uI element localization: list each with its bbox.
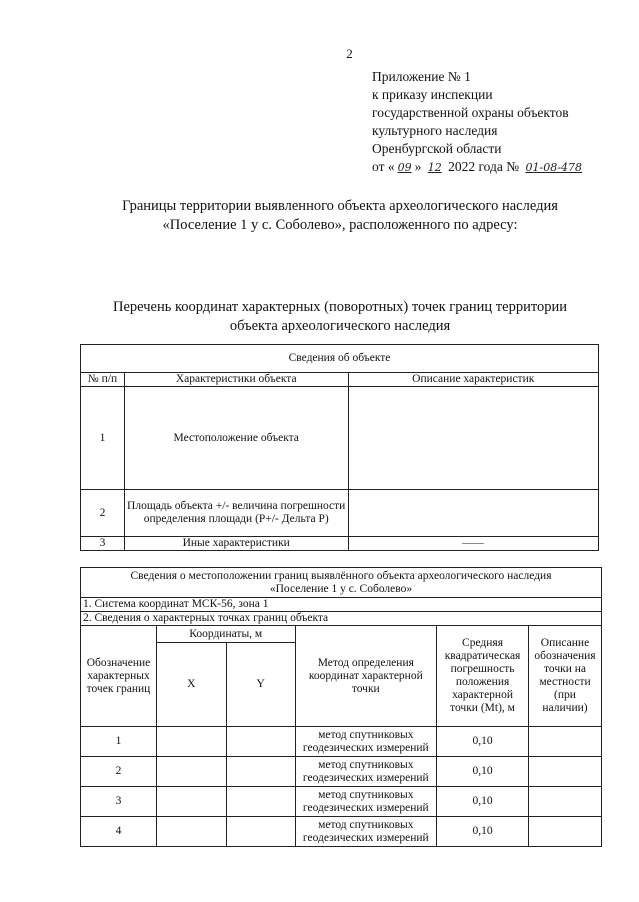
row-characteristic: Площадь объекта +/- величина погрешности определения площади (Р+/- Дельта Р) <box>124 490 348 537</box>
date-month: 12 <box>427 161 442 174</box>
y-coordinate <box>226 787 295 817</box>
row-number: 2 <box>81 490 125 537</box>
dash-mark <box>462 543 484 544</box>
point-number: 1 <box>81 727 157 757</box>
appendix-line: к приказу инспекции <box>372 87 493 102</box>
column-header: Метод определения координат характерной точки <box>295 626 437 727</box>
error-value: 0,10 <box>437 817 529 847</box>
method: метод спутниковых геодезических измерений <box>295 727 437 757</box>
title-line: Перечень координат характерных (поворотных) точек границ территории <box>112 299 568 315</box>
column-header: Y <box>226 643 295 727</box>
header-line: Сведения о местоположении границ выявлённого объекта археологического наследия <box>130 569 552 582</box>
y-coordinate <box>226 817 295 847</box>
header-line: «Поселение 1 у с. Соболево» <box>269 582 413 595</box>
column-header: № п/п <box>81 373 125 387</box>
column-header: Средняя квадратическая погрешность положения характерной точки (Mt), м <box>437 626 529 727</box>
appendix-line: Приложение № 1 <box>372 69 471 84</box>
x-coordinate <box>156 787 226 817</box>
appendix-line: государственной охраны объектов <box>372 105 569 120</box>
method: метод спутниковых геодезических измерений <box>295 787 437 817</box>
object-info-table <box>80 344 599 551</box>
error-value: 0,10 <box>437 727 529 757</box>
date-sep: » <box>414 159 422 174</box>
point-description <box>529 727 602 757</box>
appendix-line: Оренбургской области <box>372 141 502 156</box>
title-line: Границы территории выявленного объекта археологического наследия <box>122 198 558 214</box>
method: метод спутниковых геодезических измерений <box>295 817 437 847</box>
point-number: 2 <box>81 757 157 787</box>
row-characteristic: Местоположение объекта <box>124 387 348 490</box>
x-coordinate <box>156 757 226 787</box>
column-header: Обозначение характерных точек границ <box>81 626 157 727</box>
table-header: Сведения об объекте <box>81 345 599 373</box>
date-day: 09 <box>397 161 412 174</box>
column-header: Характеристики объекта <box>124 373 348 387</box>
appendix-line: культурного наследия <box>372 123 498 138</box>
x-coordinate <box>156 817 226 847</box>
table-header <box>81 568 602 598</box>
column-header: Описание обозначения точки на местности (при наличии) <box>529 626 602 727</box>
x-coordinate <box>156 727 226 757</box>
point-description <box>529 787 602 817</box>
point-number: 4 <box>81 817 157 847</box>
appendix-block <box>372 68 585 177</box>
points-info: 2. Сведения о характерных точках границ объекта <box>81 612 602 626</box>
boundary-coordinates-table <box>80 567 602 847</box>
appendix-date-line <box>372 158 585 177</box>
error-value: 0,10 <box>437 787 529 817</box>
row-description <box>348 537 599 551</box>
title-line: объекта археологического наследия <box>229 318 451 334</box>
column-header: X <box>156 643 226 727</box>
point-description <box>529 757 602 787</box>
point-number: 3 <box>81 787 157 817</box>
document-title <box>60 197 620 235</box>
error-value: 0,10 <box>437 757 529 787</box>
order-number: 01-08-478 <box>525 161 582 174</box>
y-coordinate <box>226 727 295 757</box>
row-number: 3 <box>81 537 125 551</box>
row-description <box>348 490 599 537</box>
column-header: Координаты, м <box>156 626 295 643</box>
coordinate-system: 1. Система координат МСК-56, зона 1 <box>81 598 602 612</box>
row-number: 1 <box>81 387 125 490</box>
method: метод спутниковых геодезических измерений <box>295 757 437 787</box>
date-year: 2022 года № <box>448 159 520 174</box>
column-header: Описание характеристик <box>348 373 599 387</box>
coordinates-title <box>60 298 620 336</box>
row-characteristic: Иные характеристики <box>124 537 348 551</box>
title-line: «Поселение 1 у с. Соболево», расположенного по адресу: <box>162 217 518 233</box>
page-number: 2 <box>346 46 353 61</box>
date-prefix: от « <box>372 159 395 174</box>
y-coordinate <box>226 757 295 787</box>
row-description <box>348 387 599 490</box>
point-description <box>529 817 602 847</box>
